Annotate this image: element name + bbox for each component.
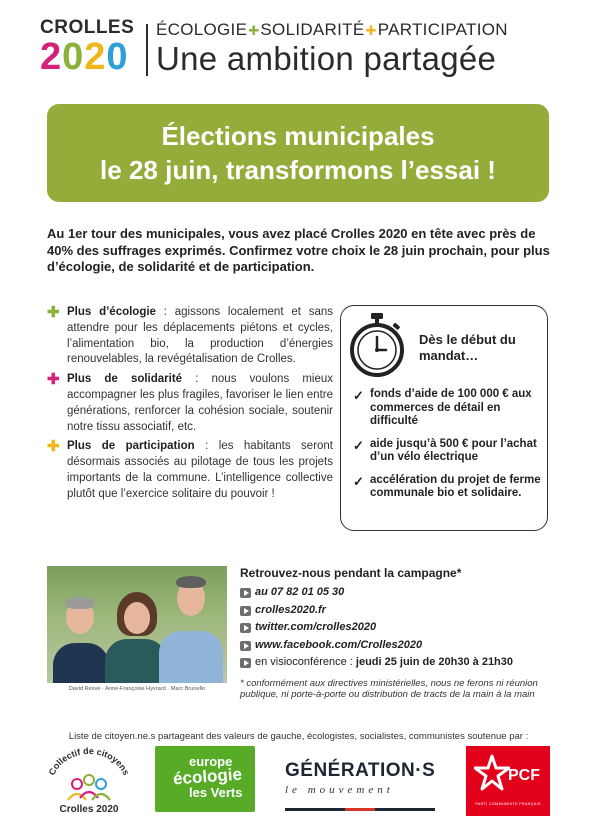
phone-number: au 07 82 01 05 30 (255, 586, 345, 598)
contact-visio (240, 654, 560, 672)
banner-line-1: Élections municipales (161, 121, 435, 151)
mandate-item-text: aide jusqu’à 500 € pour l’achat d’un vélo électrique (370, 437, 537, 463)
eelv-text: écologie (172, 764, 243, 789)
yellow-cross-icon: ✚ (365, 23, 377, 38)
header (40, 18, 560, 80)
person-body (105, 639, 167, 683)
tagline-word: ÉCOLOGIE (156, 20, 248, 39)
facebook-link[interactable]: www.facebook.com/Crolles2020 (255, 638, 423, 651)
visio-prefix: en visioconférence : (255, 656, 356, 668)
mandate-box (340, 305, 548, 531)
person-body (53, 643, 109, 683)
pink-cross-icon: ✚ (47, 371, 60, 389)
collectif-top-text: Collectif de citoyens (46, 746, 132, 777)
tagline-word: SOLIDARITÉ (260, 20, 365, 39)
play-arrow-icon (240, 641, 251, 651)
bullet-title: Plus de participation (67, 440, 195, 453)
mandate-item (353, 438, 543, 465)
bullet-title: Plus d’écologie (67, 306, 156, 318)
check-icon: ✓ (353, 437, 364, 453)
photo-caption: David Resve · Anne-Françoise Hyvrard · Marc Brunello (68, 686, 206, 692)
mandate-list (353, 388, 543, 510)
tagline-main: Une ambition partagée (156, 40, 497, 77)
website-link[interactable]: crolles2020.fr (255, 603, 326, 616)
footnote: * conformément aux directives ministérielles, nous ne ferons ni réunion publique, ni porte-à-porte ou distribution de tracts de la main à la main (240, 677, 538, 700)
visio-when: jeudi 25 juin de 20h30 à 21h30 (355, 656, 514, 668)
contact-facebook[interactable] (240, 637, 560, 655)
person-face (124, 602, 150, 634)
election-banner (47, 104, 549, 202)
support-text: Liste de citoyen.ne.s partageant des valeurs de gauche, écologistes, socialistes, communistes soutenue par : (68, 731, 529, 742)
crolles-2020-logo (40, 18, 140, 76)
mandate-item (353, 388, 543, 429)
mandate-item-text: fonds d’aide de 100 000 € aux commerces de détail en difficulté (370, 388, 532, 427)
contact-title: Retrouvez-nous pendant la campagne* (240, 566, 462, 580)
banner-line-2: le 28 juin, transformons l’essai ! (100, 155, 496, 185)
green-cross-icon: ✚ (47, 304, 60, 321)
program-bullets (47, 305, 333, 507)
contact-site[interactable] (240, 602, 560, 620)
svg-text:Collectif de citoyens (47, 746, 132, 777)
brand-year-digit: 0 (106, 36, 129, 78)
collectif-bottom-text: Crolles 2020 (59, 804, 119, 815)
header-divider (146, 24, 148, 76)
tagline-values (156, 20, 508, 40)
play-arrow-icon (240, 658, 251, 668)
collectif-citoyens-logo (44, 746, 134, 816)
candidates-photo (47, 566, 227, 683)
pcf-text: PCF (508, 767, 540, 784)
brand-name: CROLLES (40, 17, 135, 38)
pcf-subtext: PARTI COMMUNISTE FRANÇAIS (475, 802, 541, 806)
mandate-item (353, 474, 543, 501)
bullet-participation (47, 439, 333, 502)
green-cross-icon: ✚ (248, 23, 260, 38)
pcf-logo (466, 746, 550, 816)
generations-bar (285, 808, 435, 811)
play-arrow-icon (240, 623, 251, 633)
star-icon (474, 754, 510, 794)
bullet-text: : nous voulons mieux accompagner les plus fragiles, favoriser le lien entre générations, renforcer la cohésion sociale, soutenir notre tissu associatif, etc. (67, 373, 333, 433)
play-arrow-icon (240, 588, 251, 598)
bullet-title: Plus de solidarité (67, 373, 183, 386)
brand-year-digit: 0 (62, 36, 85, 78)
play-arrow-icon (240, 606, 251, 616)
intro-paragraph: Au 1er tour des municipales, vous avez placé Crolles 2020 en tête avec près de 40% des suffrages exprimés. Confirmez votre choix le 28 juin prochain, pour plus d’écologie, de solidarité et de participation. (47, 226, 550, 274)
generations-text: GÉNÉRATION·S (285, 760, 436, 781)
yellow-cross-icon: ✚ (47, 438, 60, 456)
contact-twitter[interactable] (240, 619, 560, 637)
contact-phone (240, 584, 560, 602)
person-hair (65, 597, 95, 609)
twitter-link[interactable]: twitter.com/crolles2020 (255, 621, 377, 633)
stopwatch-icon (347, 310, 407, 378)
brand-year-digit: 2 (84, 36, 107, 78)
eelv-text: les Verts (189, 785, 243, 800)
mandate-heading: Dès le début du mandat… (419, 332, 516, 363)
eelv-logo (155, 746, 255, 812)
supporter-logos (0, 746, 597, 824)
eelv-text: europe (189, 754, 233, 769)
person-body (159, 631, 223, 683)
tagline-word: PARTICIPATION (377, 20, 508, 39)
brand-year-digit: 2 (40, 36, 63, 78)
mandate-item-text: accélération du projet de ferme communale bio et solidaire. (370, 473, 541, 499)
person-hair (176, 576, 206, 588)
bullet-ecologie (47, 305, 333, 368)
generations-subtext: le mouvement (285, 784, 394, 796)
contact-section (240, 566, 560, 700)
bullet-solidarite (47, 372, 333, 435)
check-icon: ✓ (353, 388, 364, 403)
bullet-text: : les habitants seront désormais associés au pilotage de tous les projets importants de la commune. L’intelligence collective plutôt que l’exercice solitaire du pouvoir ! (67, 440, 334, 500)
bullet-text: : agissons localement et sans attendre pour les déplacements piétons et cycles, l’alimentation bio, la production d’énergies renouvelables, la revégétalisation de Crolles. (67, 306, 333, 366)
generations-logo (285, 760, 435, 810)
brand-year (40, 38, 140, 76)
check-icon: ✓ (353, 473, 364, 489)
